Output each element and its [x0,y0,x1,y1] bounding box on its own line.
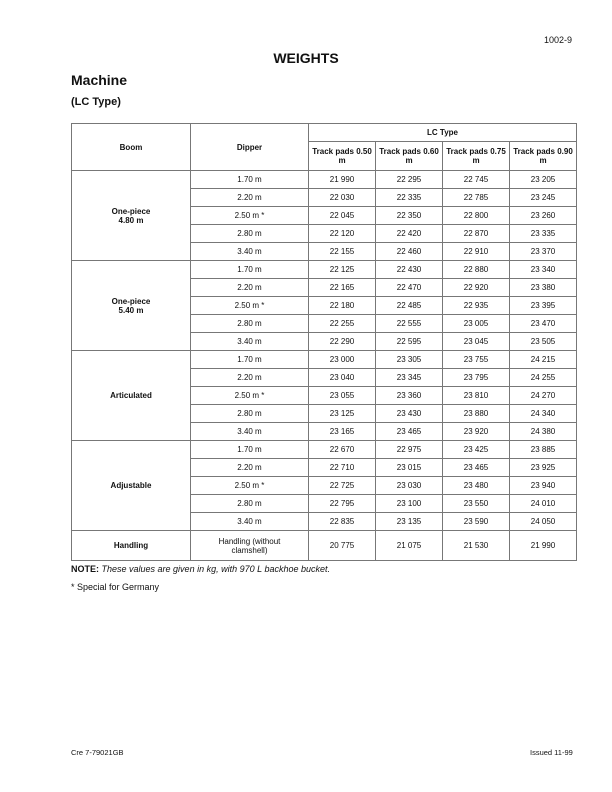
weight-cell: 24 255 [510,369,577,387]
weight-cell: 22 335 [376,189,443,207]
footer-issued: Issued 11-99 [530,748,573,757]
weight-cell: 23 395 [510,297,577,315]
weight-cell: 22 555 [376,315,443,333]
weight-cell: 23 505 [510,333,577,351]
weight-cell: 23 465 [443,459,510,477]
weight-cell: 23 030 [376,477,443,495]
weight-cell: 23 550 [443,495,510,513]
dipper-cell: 1.70 m [191,351,309,369]
weight-cell: 22 485 [376,297,443,315]
dipper-cell: 1.70 m [191,171,309,189]
weight-cell: 23 940 [510,477,577,495]
weight-cell: 22 045 [309,207,376,225]
dipper-cell: 2.50 m * [191,297,309,315]
weight-cell: 22 290 [309,333,376,351]
weight-cell: 23 925 [510,459,577,477]
dipper-cell: 3.40 m [191,513,309,531]
weight-cell: 23 305 [376,351,443,369]
weight-cell: 22 670 [309,441,376,459]
dipper-cell: 3.40 m [191,333,309,351]
weight-cell: 23 795 [443,369,510,387]
boom-cell: Articulated [72,351,191,441]
weight-cell: 22 745 [443,171,510,189]
weight-cell: 23 245 [510,189,577,207]
weight-cell: 23 360 [376,387,443,405]
weight-cell: 23 335 [510,225,577,243]
weight-cell: 22 880 [443,261,510,279]
weights-table [71,123,577,561]
weight-cell: 22 910 [443,243,510,261]
weight-cell: 23 920 [443,423,510,441]
table-row [72,441,577,459]
dipper-cell: 1.70 m [191,261,309,279]
weight-cell: 22 975 [376,441,443,459]
weight-cell: 23 755 [443,351,510,369]
dipper-cell: 2.50 m * [191,207,309,225]
weight-cell: 24 215 [510,351,577,369]
boom-cell: Handling [72,531,191,561]
weight-cell: 24 340 [510,405,577,423]
weight-cell: 22 180 [309,297,376,315]
boom-cell: One-piece 4.80 m [72,171,191,261]
header-track-pads: Track pads 0.50 m [309,142,376,171]
table-row [72,351,577,369]
section-heading: Machine [71,72,128,88]
weight-cell: 23 005 [443,315,510,333]
dipper-cell: 2.20 m [191,369,309,387]
weight-cell: 24 050 [510,513,577,531]
weight-cell: 23 135 [376,513,443,531]
header-dipper: Dipper [191,124,309,171]
weight-cell: 22 725 [309,477,376,495]
table-row [72,171,577,189]
note-label: NOTE: [71,564,99,574]
table-row [72,531,577,561]
weight-cell: 22 350 [376,207,443,225]
weight-cell: 23 430 [376,405,443,423]
weight-cell: 24 010 [510,495,577,513]
weight-cell: 22 120 [309,225,376,243]
header-track-pads: Track pads 0.90 m [510,142,577,171]
weight-cell: 22 800 [443,207,510,225]
dipper-cell: 2.80 m [191,315,309,333]
dipper-cell: 2.20 m [191,279,309,297]
dipper-cell: 2.20 m [191,459,309,477]
weight-cell: 23 590 [443,513,510,531]
weight-cell: 22 430 [376,261,443,279]
note-text: These values are given in kg, with 970 L backhoe bucket. [101,564,330,574]
weight-cell: 22 870 [443,225,510,243]
weight-cell: 23 810 [443,387,510,405]
footer-doc-id: Cre 7-79021GB [71,748,124,757]
weight-cell: 23 040 [309,369,376,387]
weight-cell: 22 835 [309,513,376,531]
weight-cell: 21 530 [443,531,510,561]
weight-cell: 23 480 [443,477,510,495]
weight-cell: 22 470 [376,279,443,297]
weight-cell: 23 380 [510,279,577,297]
weight-cell: 24 380 [510,423,577,441]
weight-cell: 22 255 [309,315,376,333]
dipper-cell: 2.50 m * [191,387,309,405]
dipper-cell: 1.70 m [191,441,309,459]
boom-cell: Adjustable [72,441,191,531]
table-row [72,261,577,279]
weight-cell: 22 420 [376,225,443,243]
dipper-cell: 2.50 m * [191,477,309,495]
weight-cell: 22 295 [376,171,443,189]
weight-cell: 23 165 [309,423,376,441]
weight-cell: 23 470 [510,315,577,333]
weight-cell: 23 345 [376,369,443,387]
weight-cell: 23 880 [443,405,510,423]
weight-cell: 23 465 [376,423,443,441]
weight-cell: 23 000 [309,351,376,369]
dipper-cell: 2.20 m [191,189,309,207]
weight-cell: 22 710 [309,459,376,477]
weight-cell: 23 015 [376,459,443,477]
weight-cell: 22 165 [309,279,376,297]
dipper-cell: 2.80 m [191,495,309,513]
header-track-pads: Track pads 0.75 m [443,142,510,171]
weight-cell: 23 260 [510,207,577,225]
weight-cell: 23 045 [443,333,510,351]
weight-cell: 23 100 [376,495,443,513]
subsection-heading: (LC Type) [71,96,121,108]
weight-cell: 23 125 [309,405,376,423]
weight-cell: 22 920 [443,279,510,297]
boom-cell: One-piece 5.40 m [72,261,191,351]
weight-cell: 22 155 [309,243,376,261]
page-number: 1002-9 [544,35,573,45]
weight-cell: 21 075 [376,531,443,561]
weight-cell: 21 990 [510,531,577,561]
header-track-pads: Track pads 0.60 m [376,142,443,171]
dipper-cell: Handling (without clamshell) [191,531,309,561]
weight-cell: 22 595 [376,333,443,351]
header-lc-type: LC Type [309,124,577,142]
header-boom: Boom [72,124,191,171]
dipper-cell: 2.80 m [191,405,309,423]
weight-cell: 22 935 [443,297,510,315]
dipper-cell: 3.40 m [191,423,309,441]
footnote: * Special for Germany [71,582,160,592]
dipper-cell: 2.80 m [191,225,309,243]
weight-cell: 23 425 [443,441,510,459]
weight-cell: 23 205 [510,171,577,189]
dipper-cell: 3.40 m [191,243,309,261]
weight-cell: 23 885 [510,441,577,459]
weight-cell: 22 795 [309,495,376,513]
weight-cell: 23 340 [510,261,577,279]
page-title: WEIGHTS [273,50,339,66]
weight-cell: 24 270 [510,387,577,405]
weight-cell: 23 370 [510,243,577,261]
weight-cell: 22 785 [443,189,510,207]
weight-cell: 23 055 [309,387,376,405]
weight-cell: 21 990 [309,171,376,189]
note [71,564,330,574]
weight-cell: 22 030 [309,189,376,207]
weight-cell: 20 775 [309,531,376,561]
weight-cell: 22 460 [376,243,443,261]
weight-cell: 22 125 [309,261,376,279]
